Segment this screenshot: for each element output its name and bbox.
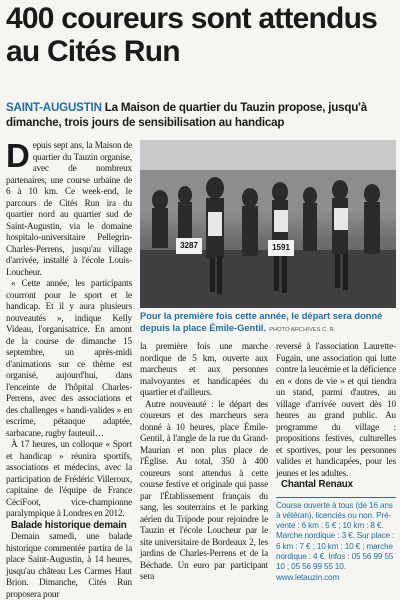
caption-text: Pour la première fois cette année, le départ sera donné depuis la place Émile-Gentil. <box>140 311 383 333</box>
paragraph-intro: Depuis sept ans, la Maison de quartier du Tauzin organise, avec de nombreux partenaires, une course urbaine de 6 à 10 km. Ce week-end, le parcours de Cités Run ira du quartier nord au quartier sud de Saint-Augustin, via le domaine hospitalo-universitaire Pellegrin-Charles-Perrens, jusqu'au village d'arrivée, installé à l'école Louis-Loucheur. <box>6 137 132 277</box>
photo-credit: PHOTO ARCHIVES C. R. <box>269 326 336 333</box>
article-column-2 <box>140 341 268 583</box>
race-photo <box>140 140 396 308</box>
paragraph: reversé à l'association Laurette-Fugain, une association qui lutte contre la leucémie et la déficience en « dons de vie » et qui tiendra un stand, parmi d'autres, au village d'arrivée ouvert dès 10 heures au grand public. Au programme du village : propositions festives, culturelles et sportives, pour les personnes valides et handicapées, pour les jeunes et les adultes. <box>276 341 396 478</box>
article-deck <box>6 100 396 130</box>
paragraph: À 17 heures, un colloque « Sport et handicap » réunira sportifs, associations et médecins, avec la participation de Frédéric Villeroux, capitaine de l'équipe de France CéciFoot, vice-championne paralympique à Londres en 2012. <box>6 439 132 518</box>
race-bib-number: 1591 <box>272 243 290 252</box>
paragraph: « Cette année, les participants courront pour le sport et le handicap. Et il y aura plusieurs nouveautés », indique Kelly Videau, l'organisatrice. En amont de la course de dimanche 15 septembre, un après-midi d'animations sur ce thème est organisé, aujourd'hui, dans l'enceinte de l'hôpital Charles-Perrens, avec des associations et des challenges « handi-valides » en escrime, pétanque adaptée, sarbacane, rugby fauteuil… <box>6 278 132 438</box>
paragraph: Autre nouveauté : le départ des coureurs et des marcheurs sera donné à 10 heures, place Émile-Gentil, à l'angle de la rue du Grand-Maurian et non plus place de l'Église. Au total, 350 à 400 coureurs sont attendus à cette course festive et originale qui passe par l'Établissement français du sang, les souterrains et le parking aérien du Tripode pour rejoindre le Tauzin et l'école Loucheur par le site universitaire de Bordeaux 2, les jardins de Charles-Perrens et de la Béchade. Un euro par participant sera <box>140 398 268 581</box>
info-text: Course ouverte à tous (de 16 ans à vétéran), licenciés ou non. Pré-vente : 6 km : 5 € ; 10 km : 8 €. Marche nordique : 3 €. Sur place : 6 km : 7 € ; 10 km : 10 € ; marche nordique : 4 €. Infos : 05 56 99 55 10 ; 05 56 99 55 10. www.letauzin.com <box>276 500 395 582</box>
deck-text: La Maison de quartier du Tauzin propose, jusqu'à dimanche, trois jours de sensibilisation au handicap <box>6 101 367 129</box>
practical-info-box <box>276 497 396 583</box>
author-signature: Chantal Renaux <box>281 479 353 490</box>
article-column-3 <box>276 341 396 583</box>
race-bib-number: 3287 <box>180 241 198 250</box>
article-headline: 400 coureurs sont attendus au Cités Run <box>6 2 377 68</box>
location-kicker: SAINT-AUGUSTIN <box>6 101 102 114</box>
section-subhead: Balade historique demain <box>11 519 127 531</box>
drop-cap: D <box>6 137 30 174</box>
paragraph: la première fois une marche nordique de 5 km, ouverte aux marcheurs et aux personnes malvoyantes et handicapées du quartier et d'ailleurs. <box>140 341 268 397</box>
photo-caption <box>140 311 396 336</box>
paragraph: Demain samedi, une balade historique commentée partira de la place Saint-Augustin, à 14 heures, jusqu'au château Les Carmes Haut Brion. Dimanche, Cités Run proposera pour <box>6 531 132 599</box>
article-column-1 <box>6 137 132 600</box>
